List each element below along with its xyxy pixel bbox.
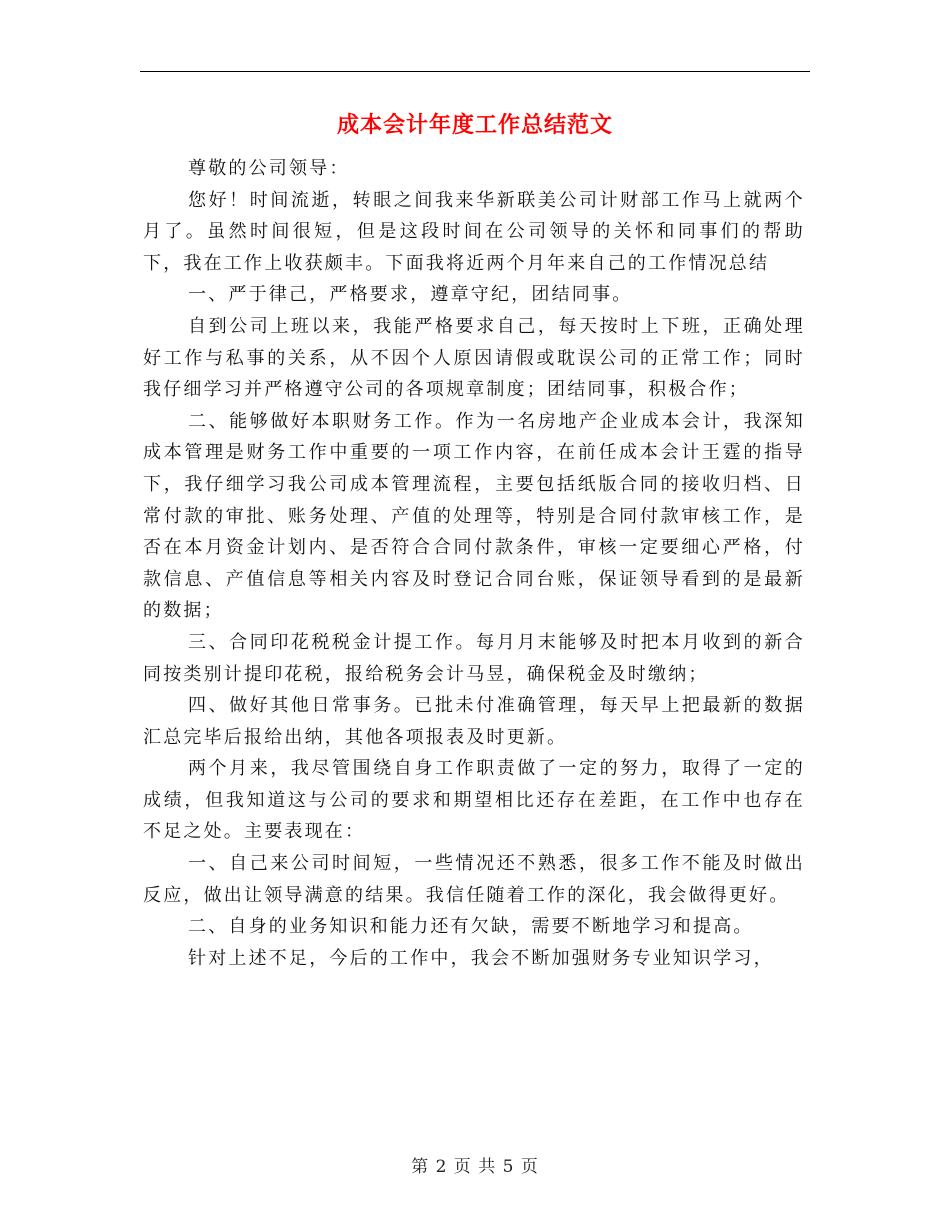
paragraph-heading-1: 一、严于律己，严格要求，遵章守纪，团结同事。	[188, 284, 633, 306]
paragraph-discipline: 自到公司上班以来，我能严格要求自己，每天按时上下班，正确处理好工作与私事的关系，从不因个人原因请假或耽误公司的正常工作；同时我仔细学习并严格遵守公司的各项规章制度；团结同事，积极合作；	[143, 315, 805, 401]
page-footer: 第 2 页 共 5 页	[411, 1157, 539, 1177]
paragraph-shortcoming-2: 二、自身的业务知识和能力还有欠缺，需要不断地学习和提高。	[188, 916, 754, 938]
paragraph-improvement: 针对上述不足，今后的工作中，我会不断加强财务专业知识学习，	[188, 947, 774, 969]
paragraph-salutation: 尊敬的公司领导：	[188, 158, 350, 179]
document-body	[143, 153, 805, 974]
paragraph-daily-affairs: 四、做好其他日常事务。已批未付准确管理，每天早上把最新的数据汇总完毕后报给出纳，其他各项报表及时更新。	[143, 695, 805, 748]
paragraph-stamp-tax: 三、合同印花税税金计提工作。每月月末能够及时把本月收到的新合同按类别计提印花税，报给税务会计马昱，确保税金及时缴纳；	[143, 631, 805, 685]
paragraph-intro: 您好！时间流逝，转眼之间我来华新联美公司计财部工作马上就两个月了。虽然时间很短，但是这段时间在公司领导的关怀和同事们的帮助下，我在工作上收获颇丰。下面我将近两个月年来自己的工作情况总结	[143, 189, 805, 274]
document-title: 成本会计年度工作总结范文	[336, 113, 613, 138]
paragraph-finance-work: 二、能够做好本职财务工作。作为一名房地产企业成本会计，我深知成本管理是财务工作中重要的一项工作内容，在前任成本会计王霆的指导下，我仔细学习我公司成本管理流程，主要包括纸版合同的接收归档、日常付款的审批、账务处理、产值的处理等，特别是合同付款审核工作，是否在本月资金计划内、是否符合合同付款条件，审核一定要细心严格，付款信息、产值信息等相关内容及时登记合同台账，保证领导看到的是最新的数据；	[143, 410, 805, 622]
header-rule	[140, 71, 810, 72]
paragraph-shortcoming-1: 一、自己来公司时间短，一些情况还不熟悉，很多工作不能及时做出反应，做出让领导满意的结果。我信任随着工作的深化，我会做得更好。	[143, 853, 805, 906]
paragraph-summary: 两个月来，我尽管围绕自身工作职责做了一定的努力，取得了一定的成绩，但我知道这与公司的要求和期望相比还存在差距，在工作中也存在不足之处。主要表现在：	[143, 758, 805, 843]
